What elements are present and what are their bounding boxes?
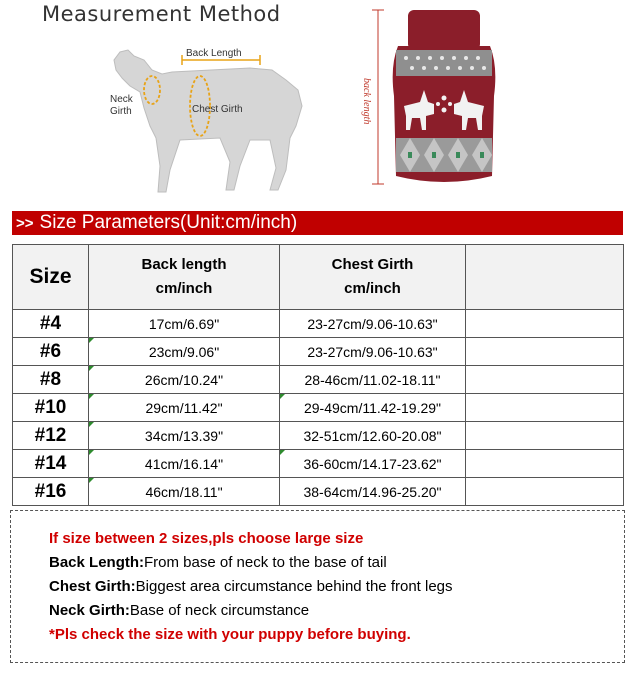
- empty-cell: [466, 310, 624, 338]
- back-length-note-text: From base of neck to the base of tail: [144, 554, 387, 571]
- chest-girth-cell: 32-51cm/12.60-20.08": [280, 422, 466, 450]
- chest-girth-cell: 23-27cm/9.06-10.63": [280, 338, 466, 366]
- neck-girth-note-label: Neck Girth:: [49, 602, 130, 619]
- sweater-collar: [408, 10, 480, 50]
- neck-label-line2: Girth: [110, 106, 132, 117]
- chest-girth-header-line1: Chest Girth: [331, 256, 414, 273]
- size-cell: #14: [13, 450, 89, 478]
- table-row: [13, 366, 624, 394]
- back-length-cell: 46cm/18.11": [89, 478, 280, 506]
- table-row: [13, 338, 624, 366]
- table-header-row: [13, 245, 624, 310]
- size-cell: #8: [13, 366, 89, 394]
- size-column-header: Size: [13, 245, 89, 310]
- size-cell: #6: [13, 338, 89, 366]
- chest-girth-cell: 36-60cm/14.17-23.62": [280, 450, 466, 478]
- size-cell: #12: [13, 422, 89, 450]
- size-notes-box: [10, 510, 625, 663]
- empty-cell: [466, 478, 624, 506]
- back-length-column-header: [89, 245, 280, 310]
- chest-girth-note-text: Biggest area circumstance behind the front legs: [135, 578, 453, 595]
- chest-girth-cell: 38-64cm/14.96-25.20": [280, 478, 466, 506]
- check-size-warning: *Pls check the size with your puppy before buying.: [49, 626, 411, 643]
- back-length-cell: 26cm/10.24": [89, 366, 280, 394]
- size-advice-note: If size between 2 sizes,pls choose large size: [49, 530, 364, 547]
- sweater-diagram: [350, 6, 520, 190]
- back-length-cell: 29cm/11.42": [89, 394, 280, 422]
- table-row: [13, 478, 624, 506]
- neck-girth-note: [49, 599, 624, 623]
- back-length-cell: 17cm/6.69": [89, 310, 280, 338]
- back-length-header-line1: Back length: [141, 256, 227, 273]
- empty-cell: [466, 394, 624, 422]
- size-cell: #10: [13, 394, 89, 422]
- chest-girth-cell: 29-49cm/11.42-19.29": [280, 394, 466, 422]
- empty-cell: [466, 450, 624, 478]
- table-row: [13, 310, 624, 338]
- double-chevron-icon: >>: [16, 215, 34, 232]
- size-cell: #16: [13, 478, 89, 506]
- chest-girth-note-label: Chest Girth:: [49, 578, 136, 595]
- dog-measurement-diagram: [100, 30, 310, 200]
- neck-girth-note-text: Base of neck circumstance: [129, 602, 310, 619]
- empty-cell: [466, 338, 624, 366]
- measurement-method-title: Measurement Method: [42, 2, 281, 26]
- chest-girth-note: [49, 575, 624, 599]
- extra-column-header: [466, 245, 624, 310]
- back-length-note-label: Back Length:: [49, 554, 145, 571]
- sweater-back-length-label: back length: [361, 78, 372, 125]
- back-length-cell: 34cm/13.39": [89, 422, 280, 450]
- neck-label-line1: Neck: [110, 94, 133, 105]
- chest-girth-column-header: [280, 245, 466, 310]
- back-length-label: Back Length: [186, 48, 242, 59]
- back-length-cell: 23cm/9.06": [89, 338, 280, 366]
- back-length-note: [49, 551, 624, 575]
- table-row: [13, 450, 624, 478]
- dog-silhouette: [114, 50, 302, 192]
- empty-cell: [466, 422, 624, 450]
- chest-girth-cell: 23-27cm/9.06-10.63": [280, 310, 466, 338]
- size-cell: #4: [13, 310, 89, 338]
- empty-cell: [466, 366, 624, 394]
- size-parameters-header: [12, 211, 623, 235]
- back-length-cell: 41cm/16.14": [89, 450, 280, 478]
- table-row: [13, 422, 624, 450]
- table-row: [13, 394, 624, 422]
- chest-girth-label: Chest Girth: [192, 104, 243, 115]
- size-parameters-title: Size Parameters(Unit:cm/inch): [39, 212, 298, 233]
- chest-girth-header-line2: cm/inch: [344, 280, 401, 297]
- back-length-header-line2: cm/inch: [155, 280, 213, 297]
- chest-girth-cell: 28-46cm/11.02-18.11": [280, 366, 466, 394]
- size-table: [12, 244, 624, 506]
